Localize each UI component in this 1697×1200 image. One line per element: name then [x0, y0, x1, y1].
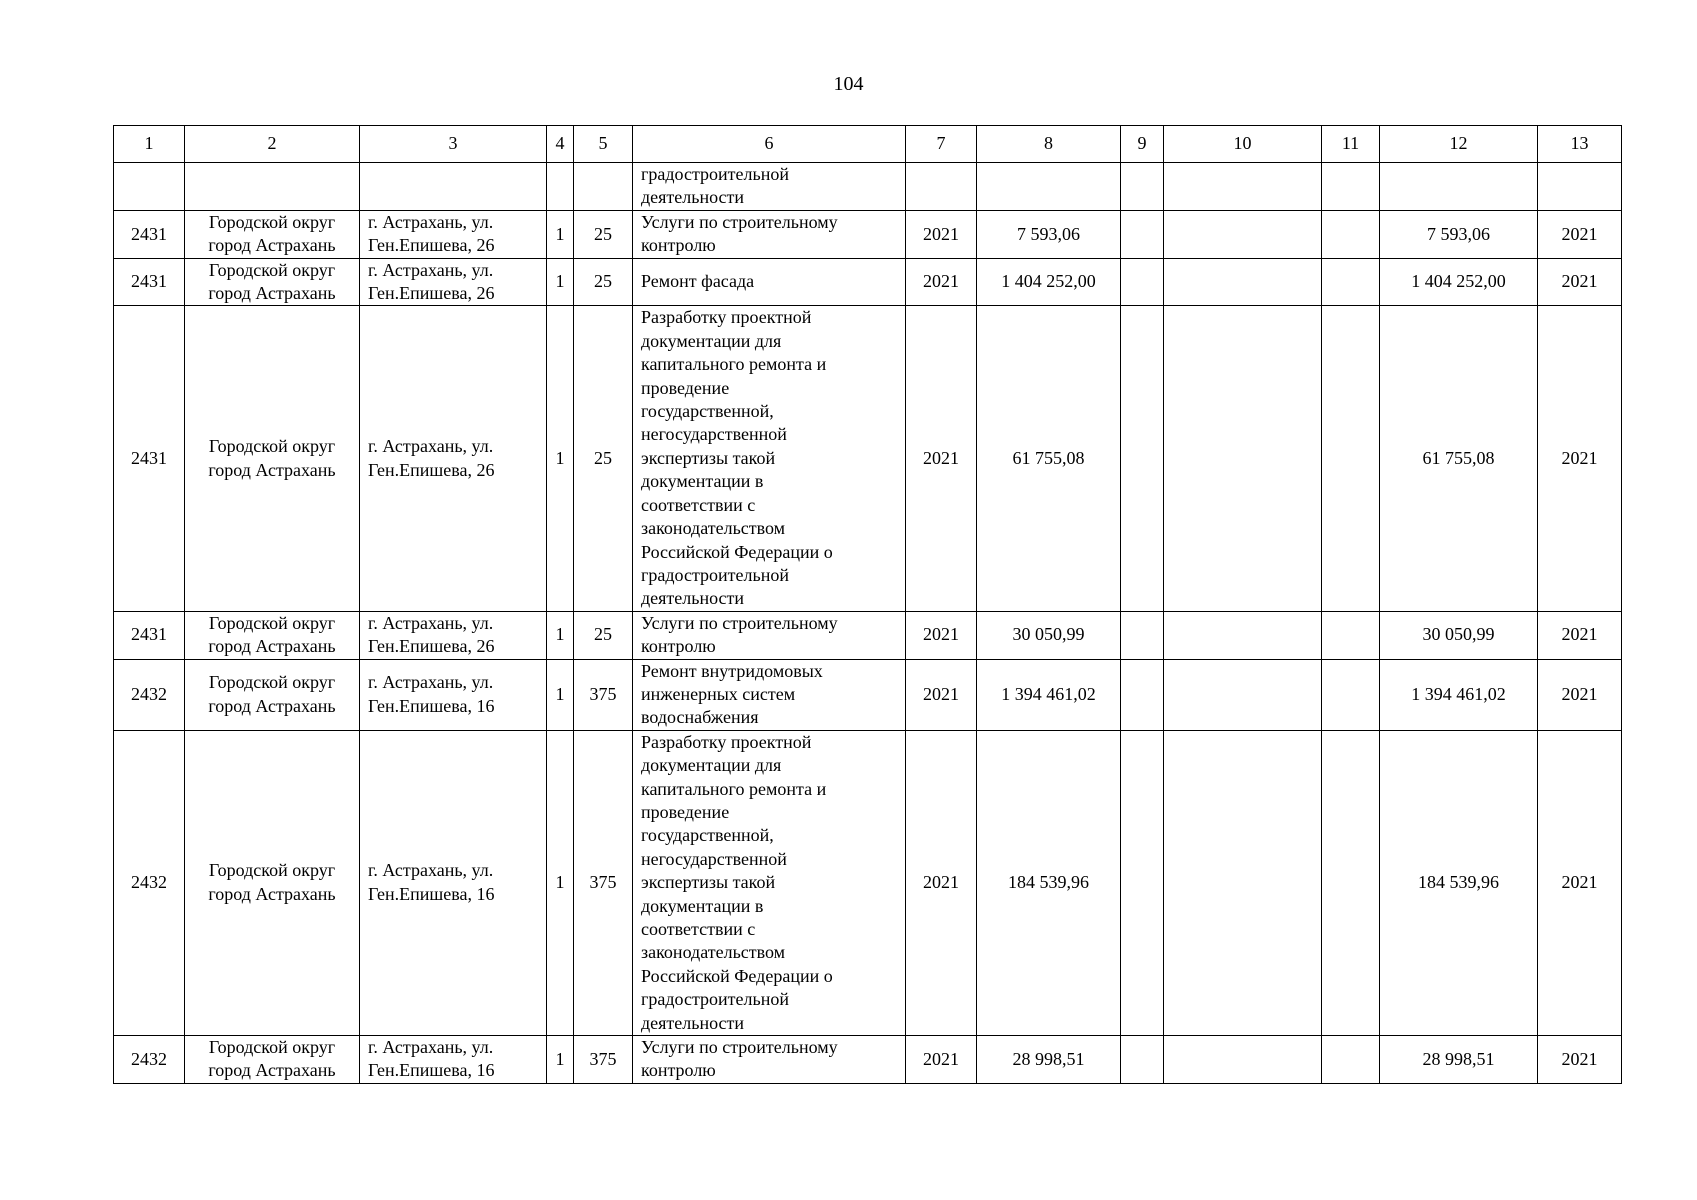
- municipality-cell: [185, 163, 360, 211]
- total-cost-cell: 30 050,99: [977, 611, 1121, 659]
- column-5-cell: 375: [574, 730, 633, 1035]
- work-type-cell: Услуги по строительному контролю: [633, 1036, 906, 1084]
- column-9-cell: [1121, 210, 1164, 258]
- total-cost-cell: 7 593,06: [977, 210, 1121, 258]
- column-9-cell: [1121, 258, 1164, 306]
- object-number-cell: 2432: [114, 659, 185, 730]
- municipality-cell: Городской округ город Астрахань: [185, 611, 360, 659]
- completion-year-cell: 2021: [1538, 730, 1622, 1035]
- column-9-cell: [1121, 730, 1164, 1035]
- object-number-cell: 2431: [114, 210, 185, 258]
- object-number-cell: 2431: [114, 258, 185, 306]
- column-11-cell: [1322, 163, 1380, 211]
- column-9-cell: [1121, 1036, 1164, 1084]
- column-11-cell: [1322, 306, 1380, 611]
- year-cell: [906, 163, 977, 211]
- column-10-cell: [1164, 611, 1322, 659]
- table-body: [114, 163, 1622, 1084]
- column-4-cell: 1: [547, 258, 574, 306]
- column-11-cell: [1322, 611, 1380, 659]
- column-header: 9: [1121, 126, 1164, 163]
- column-header: 7: [906, 126, 977, 163]
- table-row: [114, 730, 1622, 1035]
- column-10-cell: [1164, 730, 1322, 1035]
- column-9-cell: [1121, 611, 1164, 659]
- column-4-cell: 1: [547, 306, 574, 611]
- completion-year-cell: 2021: [1538, 659, 1622, 730]
- repair-registry-table: [113, 125, 1622, 1084]
- column-header: 6: [633, 126, 906, 163]
- column-4-cell: 1: [547, 659, 574, 730]
- work-type-cell: Ремонт внутридомовых инженерных систем водоснабжения: [633, 659, 906, 730]
- funding-cell: 61 755,08: [1380, 306, 1538, 611]
- funding-cell: 7 593,06: [1380, 210, 1538, 258]
- column-9-cell: [1121, 306, 1164, 611]
- total-cost-cell: [977, 163, 1121, 211]
- column-5-cell: 25: [574, 258, 633, 306]
- column-5-cell: 25: [574, 306, 633, 611]
- column-header: 13: [1538, 126, 1622, 163]
- completion-year-cell: 2021: [1538, 258, 1622, 306]
- total-cost-cell: 28 998,51: [977, 1036, 1121, 1084]
- year-cell: 2021: [906, 210, 977, 258]
- object-number-cell: [114, 163, 185, 211]
- column-11-cell: [1322, 210, 1380, 258]
- municipality-cell: Городской округ город Астрахань: [185, 730, 360, 1035]
- column-header: 4: [547, 126, 574, 163]
- column-5-cell: [574, 163, 633, 211]
- completion-year-cell: [1538, 163, 1622, 211]
- column-4-cell: 1: [547, 210, 574, 258]
- work-type-cell: Ремонт фасада: [633, 258, 906, 306]
- funding-cell: 28 998,51: [1380, 1036, 1538, 1084]
- column-4-cell: 1: [547, 611, 574, 659]
- column-11-cell: [1322, 659, 1380, 730]
- column-4-cell: 1: [547, 1036, 574, 1084]
- funding-cell: 1 404 252,00: [1380, 258, 1538, 306]
- address-cell: г. Астрахань, ул. Ген.Епишева, 16: [360, 730, 547, 1035]
- year-cell: 2021: [906, 1036, 977, 1084]
- work-type-cell: Услуги по строительному контролю: [633, 210, 906, 258]
- object-number-cell: 2431: [114, 306, 185, 611]
- completion-year-cell: 2021: [1538, 306, 1622, 611]
- year-cell: 2021: [906, 306, 977, 611]
- table-row: [114, 258, 1622, 306]
- funding-cell: 30 050,99: [1380, 611, 1538, 659]
- table-row: [114, 611, 1622, 659]
- year-cell: 2021: [906, 730, 977, 1035]
- column-header: 10: [1164, 126, 1322, 163]
- column-header: 2: [185, 126, 360, 163]
- column-header: 12: [1380, 126, 1538, 163]
- total-cost-cell: 1 404 252,00: [977, 258, 1121, 306]
- completion-year-cell: 2021: [1538, 1036, 1622, 1084]
- column-4-cell: [547, 163, 574, 211]
- column-10-cell: [1164, 1036, 1322, 1084]
- column-10-cell: [1164, 210, 1322, 258]
- column-header: 8: [977, 126, 1121, 163]
- column-5-cell: 375: [574, 1036, 633, 1084]
- table-row: [114, 659, 1622, 730]
- funding-cell: 1 394 461,02: [1380, 659, 1538, 730]
- year-cell: 2021: [906, 611, 977, 659]
- column-11-cell: [1322, 730, 1380, 1035]
- total-cost-cell: 184 539,96: [977, 730, 1121, 1035]
- column-10-cell: [1164, 306, 1322, 611]
- municipality-cell: Городской округ город Астрахань: [185, 258, 360, 306]
- year-cell: 2021: [906, 258, 977, 306]
- table-row: [114, 306, 1622, 611]
- completion-year-cell: 2021: [1538, 611, 1622, 659]
- column-header: 11: [1322, 126, 1380, 163]
- table-row: [114, 163, 1622, 211]
- address-cell: г. Астрахань, ул. Ген.Епишева, 26: [360, 258, 547, 306]
- table-header: [114, 126, 1622, 163]
- column-10-cell: [1164, 659, 1322, 730]
- column-9-cell: [1121, 163, 1164, 211]
- work-type-cell: Услуги по строительному контролю: [633, 611, 906, 659]
- column-header: 1: [114, 126, 185, 163]
- column-10-cell: [1164, 163, 1322, 211]
- year-cell: 2021: [906, 659, 977, 730]
- address-cell: [360, 163, 547, 211]
- column-11-cell: [1322, 1036, 1380, 1084]
- column-5-cell: 375: [574, 659, 633, 730]
- address-cell: г. Астрахань, ул. Ген.Епишева, 26: [360, 611, 547, 659]
- column-header: 3: [360, 126, 547, 163]
- column-header: 5: [574, 126, 633, 163]
- municipality-cell: Городской округ город Астрахань: [185, 306, 360, 611]
- total-cost-cell: 1 394 461,02: [977, 659, 1121, 730]
- municipality-cell: Городской округ город Астрахань: [185, 659, 360, 730]
- address-cell: г. Астрахань, ул. Ген.Епишева, 16: [360, 1036, 547, 1084]
- column-10-cell: [1164, 258, 1322, 306]
- completion-year-cell: 2021: [1538, 210, 1622, 258]
- object-number-cell: 2432: [114, 1036, 185, 1084]
- work-type-cell: градостроительной деятельности: [633, 163, 906, 211]
- work-type-cell: Разработку проектной документации для капитального ремонта и проведение государственной, негосударственной экспертизы такой документации в соответствии с законодательством Российской Федерации о градостроительной деятельности: [633, 730, 906, 1035]
- object-number-cell: 2431: [114, 611, 185, 659]
- column-9-cell: [1121, 659, 1164, 730]
- address-cell: г. Астрахань, ул. Ген.Епишева, 26: [360, 210, 547, 258]
- column-4-cell: 1: [547, 730, 574, 1035]
- total-cost-cell: 61 755,08: [977, 306, 1121, 611]
- page-number: 104: [833, 73, 864, 95]
- address-cell: г. Астрахань, ул. Ген.Епишева, 16: [360, 659, 547, 730]
- funding-cell: [1380, 163, 1538, 211]
- column-number-row: [114, 126, 1622, 163]
- municipality-cell: Городской округ город Астрахань: [185, 210, 360, 258]
- funding-cell: 184 539,96: [1380, 730, 1538, 1035]
- work-type-cell: Разработку проектной документации для капитального ремонта и проведение государственной, негосударственной экспертизы такой документации в соответствии с законодательством Российской Федерации о градостроительной деятельности: [633, 306, 906, 611]
- column-5-cell: 25: [574, 210, 633, 258]
- table-row: [114, 1036, 1622, 1084]
- object-number-cell: 2432: [114, 730, 185, 1035]
- column-11-cell: [1322, 258, 1380, 306]
- column-5-cell: 25: [574, 611, 633, 659]
- address-cell: г. Астрахань, ул. Ген.Епишева, 26: [360, 306, 547, 611]
- table-row: [114, 210, 1622, 258]
- municipality-cell: Городской округ город Астрахань: [185, 1036, 360, 1084]
